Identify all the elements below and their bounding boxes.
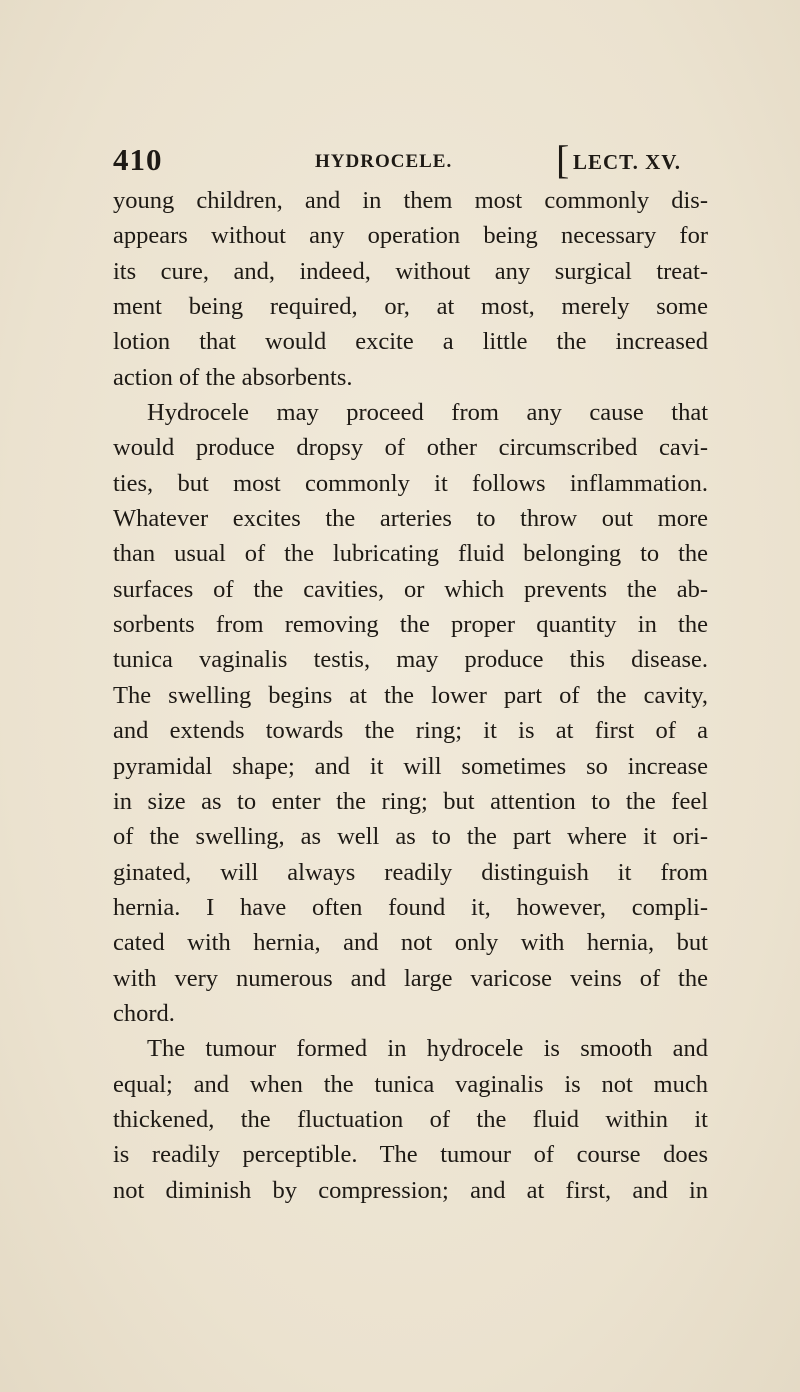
text-line: not diminish by compression; and at first, and in [113,1176,708,1204]
text-line: surfaces of the cavities, or which prevents the ab- [113,575,708,603]
text-line: its cure, and, indeed, without any surgical treat- [113,257,708,285]
text-line: chord. [113,999,175,1027]
text-line: pyramidal shape; and it will sometimes so increase [113,752,708,780]
text-line: tunica vaginalis testis, may produce this disease. [113,646,708,674]
text-line: is readily perceptible. The tumour of course does [113,1141,708,1169]
text-line: and extends towards the ring; it is at first of a [113,717,708,745]
text-line: appears without any operation being necessary for [113,222,708,250]
paragraph-start-line: Hydrocele may proceed from any cause that [147,399,708,427]
header-bracket: [ [556,137,570,182]
text-line: in size as to enter the ring; but attention to the feel [113,787,708,815]
text-line: would produce dropsy of other circumscribed cavi- [113,434,708,462]
page-number: 410 [113,142,163,177]
text-line: sorbents from removing the proper quantity in the [113,611,708,639]
text-line: ties, but most commonly it follows inflammation. [113,469,708,497]
text-line: thickened, the fluctuation of the fluid within it [113,1105,708,1133]
text-line: lotion that would excite a little the increased [113,328,708,356]
text-line: with very numerous and large varicose veins of the [113,964,708,992]
text-line: young children, and in them most commonly dis- [113,187,708,214]
body-text [113,183,708,1208]
text-line: hernia. I have often found it, however, compli- [113,893,708,921]
text-line: The swelling begins at the lower part of the cavity, [113,681,708,709]
lecture-reference: LECT. XV. [573,150,682,174]
text-line: of the swelling, as well as to the part where it ori- [113,823,708,851]
text-line: equal; and when the tunica vaginalis is not much [113,1070,708,1098]
text-line: cated with hernia, and not only with hernia, but [113,929,708,957]
text-line: than usual of the lubricating fluid belonging to the [113,540,708,568]
text-line: ment being required, or, at most, merely some [113,293,708,321]
text-line: Whatever excites the arteries to throw out more [113,505,708,533]
text-line: action of the absorbents. [113,363,353,391]
text-line: ginated, will always readily distinguish it from [113,858,708,886]
running-head: HYDROCELE. [315,151,453,172]
paragraph-start-line: The tumour formed in hydrocele is smooth and [147,1035,708,1063]
page-header [113,137,708,182]
